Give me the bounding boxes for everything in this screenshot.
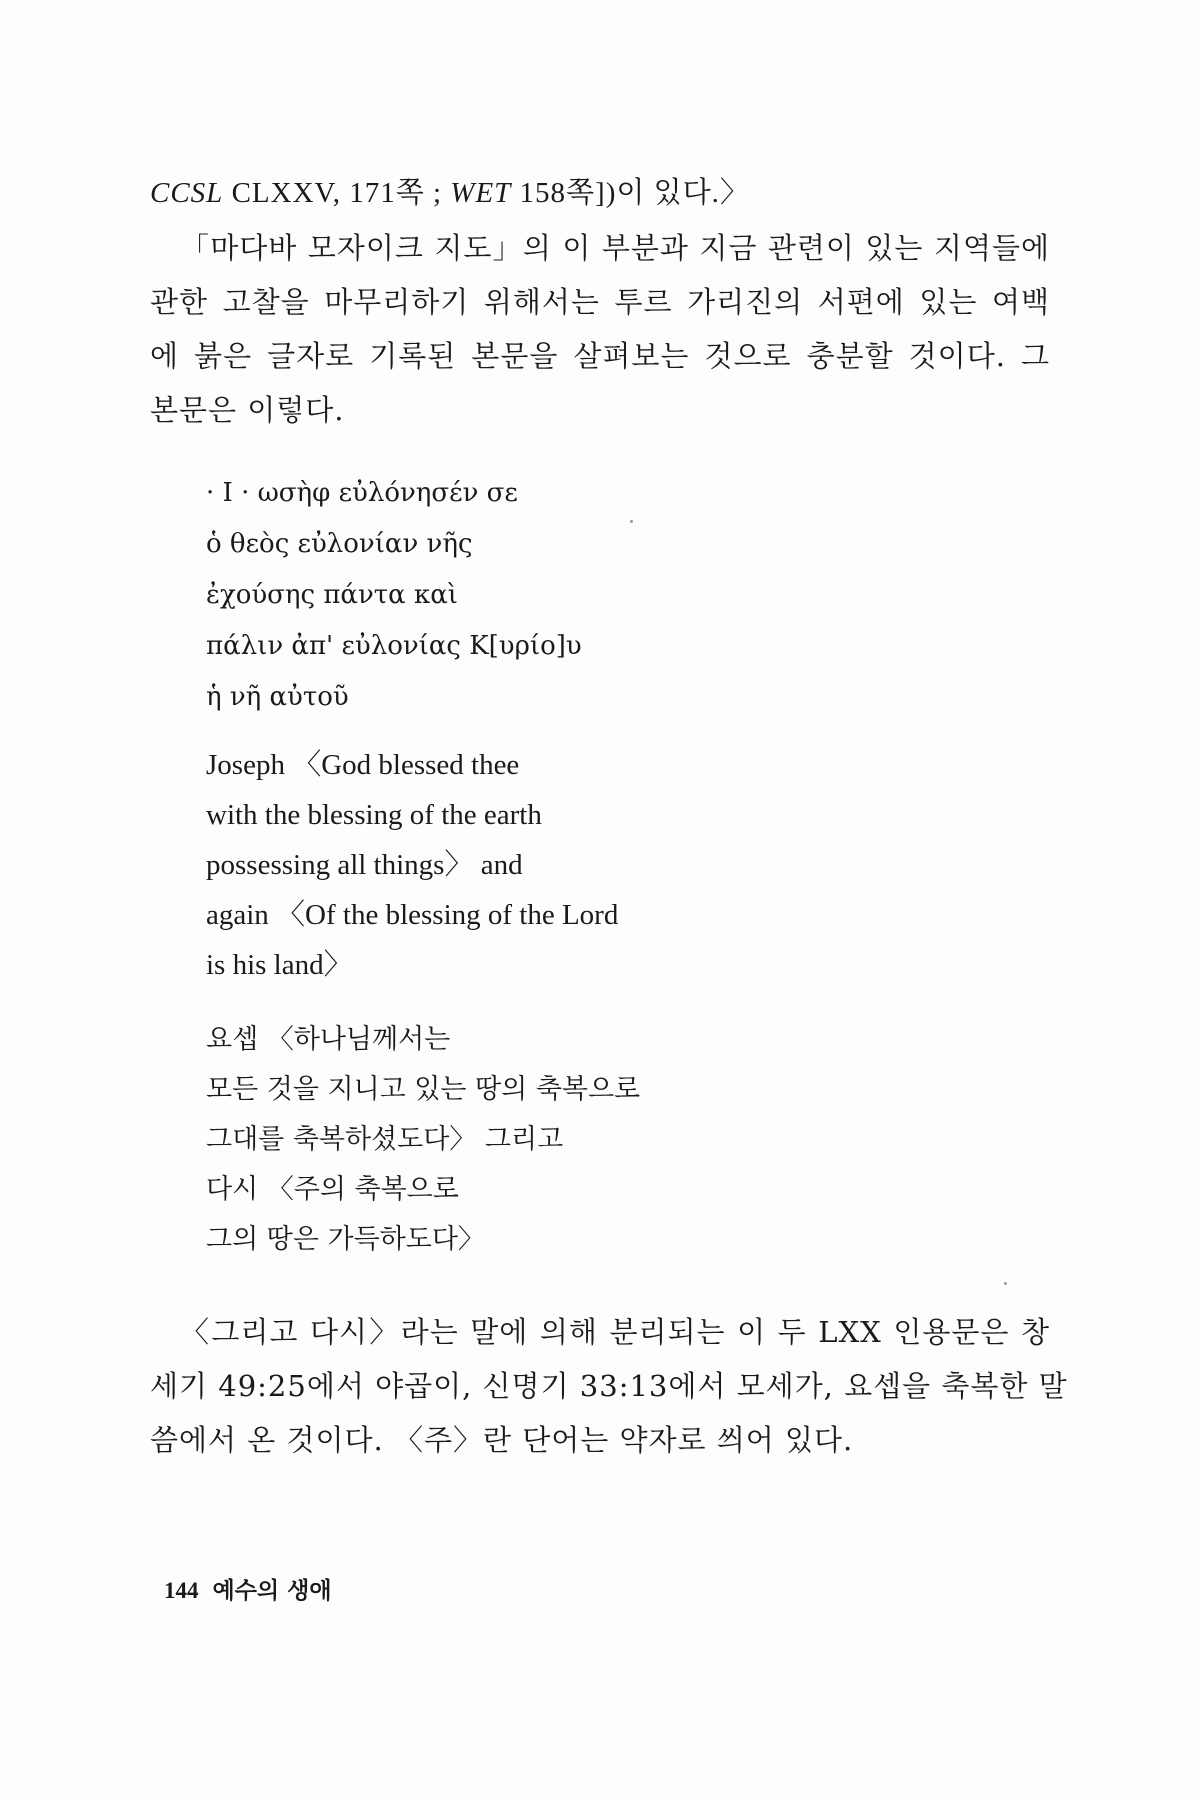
english-line: with the blessing of the earth bbox=[206, 799, 542, 831]
running-title: 예수의 생애 bbox=[212, 1577, 332, 1604]
page-number: 144 bbox=[164, 1578, 199, 1603]
korean-line: 다시 〈주의 축복으로 bbox=[206, 1174, 459, 1205]
greek-inscription bbox=[206, 468, 582, 723]
page-footer bbox=[164, 1572, 332, 1605]
citation-text-2: 158쪽])이 있다.〉 bbox=[511, 177, 750, 209]
citation-source-ccsl: CCSL bbox=[150, 177, 224, 209]
english-line: possessing all things〉 and bbox=[206, 849, 523, 881]
english-line: is his land〉 bbox=[206, 949, 353, 981]
citation-source-wet: WET bbox=[450, 177, 512, 209]
korean-translation bbox=[206, 1015, 640, 1265]
paragraph-2-line: 세기 49:25에서 야곱이, 신명기 33:13에서 모세가, 요셉을 축복한 말 bbox=[150, 1369, 1068, 1403]
citation-text-1: CLXXV, 171쪽 ; bbox=[223, 177, 451, 209]
korean-line: 모든 것을 지니고 있는 땅의 축복으로 bbox=[206, 1074, 641, 1105]
english-line: Joseph 〈God blessed thee bbox=[206, 749, 520, 781]
paragraph-1 bbox=[150, 221, 1050, 437]
korean-line: 그대를 축복하셨도다〉 그리고 bbox=[206, 1124, 564, 1155]
paragraph-1-line: 본문은 이렇다. bbox=[150, 393, 345, 427]
paragraph-1-line: 에 붉은 글자로 기록된 본문을 살펴보는 것으로 충분할 것이다. 그 bbox=[150, 339, 1050, 373]
korean-line: 그의 땅은 가득하도다〉 bbox=[206, 1224, 485, 1255]
citation-line bbox=[150, 166, 1050, 220]
paragraph-1-line: 「마다바 모자이크 지도」의 이 부분과 지금 관련이 있는 지역들에 bbox=[180, 231, 1050, 265]
greek-line: ἐχούσης πάντα καὶ bbox=[206, 580, 458, 610]
paragraph-2 bbox=[150, 1305, 1068, 1467]
greek-line: · Ι · ωσὴφ εὐλόνησέν σε bbox=[206, 478, 518, 508]
english-line: again 〈Of the blessing of the Lord bbox=[206, 899, 619, 931]
paragraph-2-line: 씀에서 온 것이다. 〈주〉란 단어는 약자로 씌어 있다. bbox=[150, 1423, 854, 1457]
greek-line: ὁ θεὸς εὐλονίαν νῆς bbox=[206, 529, 473, 559]
greek-line: πάλιν ἀπ' εὐλονίας Κ[υρίο]υ bbox=[206, 631, 582, 661]
scan-speck bbox=[630, 520, 633, 523]
korean-line: 요셉 〈하나님께서는 bbox=[206, 1024, 451, 1055]
paragraph-2-line: 〈그리고 다시〉라는 말에 의해 분리되는 이 두 LXX 인용문은 창 bbox=[180, 1315, 1050, 1349]
greek-line: ἡ νῆ αὐτοῦ bbox=[206, 682, 349, 712]
paragraph-1-line: 관한 고찰을 마무리하기 위해서는 투르 가리진의 서편에 있는 여백 bbox=[150, 285, 1050, 319]
scan-speck bbox=[1004, 1282, 1007, 1285]
english-translation bbox=[206, 740, 618, 990]
